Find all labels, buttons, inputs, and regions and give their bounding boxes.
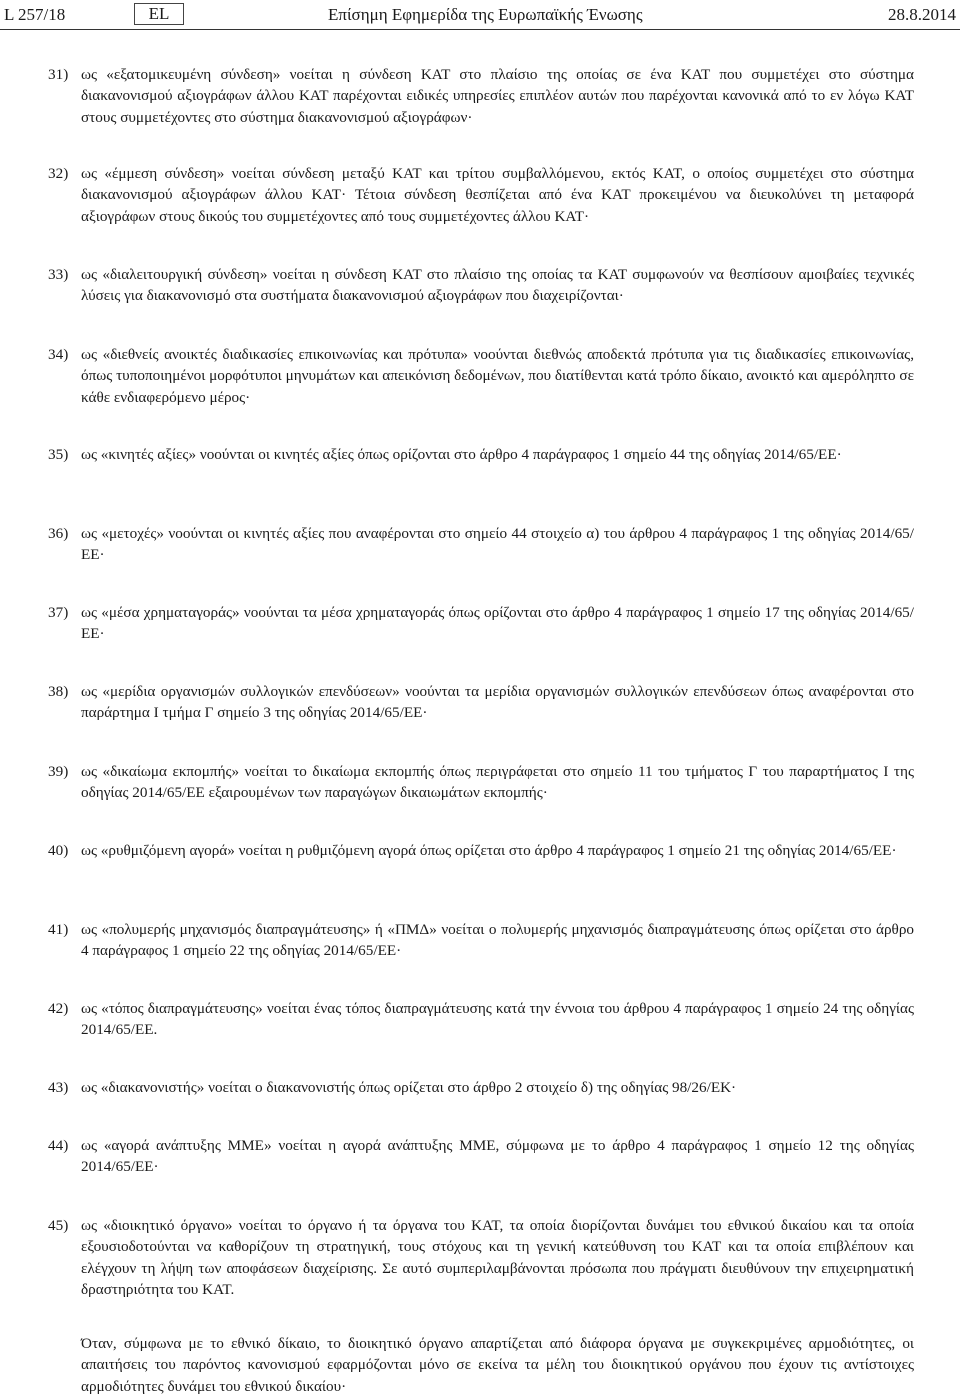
definition-33	[48, 264, 914, 307]
definition-text: ως «εξατομικευμένη σύνδεση» νοείται η σύνδεση ΚΑΤ στο πλαίσιο της οποίας σε ένα ΚΑΤ που συμμετέχει στο σύστημα διακανονισμού αξιογράφων άλλου ΚΑΤ παρέχονται ειδικές υπηρεσίες επιπλέον αυτών που παρέχονται κανονικά από το εν λόγω ΚΑΤ στους συμμετέχοντες στο σύστημα διακανονισμού αξιογράφων·	[81, 66, 914, 126]
definition-number: 36)	[48, 525, 69, 542]
definition-43	[48, 1077, 914, 1098]
language-code-box: EL	[134, 3, 184, 25]
definition-42	[48, 998, 914, 1041]
definition-number: 40)	[48, 842, 69, 859]
closing-paragraph: Όταν, σύμφωνα με το εθνικό δίκαιο, το διοικητικό όργανο απαρτίζεται από διάφορα όργανα με συγκεκριμένες αρμοδιότητες, οι απαιτήσεις του παρόντος κανονισμού εφαρμόζονται μόνο σε εκείνα τα μέλη του διοικητικού οργάνου που έχουν τις αντίστοιχες αρμοδιότητες δυνάμει του εθνικού δικαίου·	[81, 1335, 914, 1395]
definition-text: ως «ρυθμιζόμενη αγορά» νοείται η ρυθμιζόμενη αγορά όπως ορίζεται στο άρθρο 4 παράγραφος 1 σημείο 21 της οδηγίας 2014/65/ΕΕ·	[81, 842, 897, 859]
definition-text: ως «διεθνείς ανοικτές διαδικασίες επικοινωνίας και πρότυπα» νοούνται διεθνώς αποδεκτά πρότυπα για τις διαδικασίες επικοινωνίας, όπως τυποποιημένοι μορφότυποι μηνυμάτων και απεικόνιση δεδομένων, που διατίθενται κατά τρόπο δίκαιο, ανοικτό και αμερόληπτο σε κάθε ενδιαφερόμενο μέρος·	[81, 346, 914, 406]
definition-32	[48, 163, 914, 227]
definition-number: 32)	[48, 165, 69, 182]
definition-38	[48, 681, 914, 724]
definition-text: ως «διαλειτουργική σύνδεση» νοείται η σύνδεση ΚΑΤ στο πλαίσιο της οποίας τα ΚΑΤ συμφωνούν να θεσπίσουν αμοιβαίες τεχνικές λύσεις για διακανονισμό στα συστήματα διακανονισμού αξιογράφων που διαχειρίζονται·	[81, 266, 914, 305]
definition-text: ως «πολυμερής μηχανισμός διαπραγμάτευσης» ή «ΠΜΔ» νοείται ο πολυμερής μηχανισμός διαπραγμάτευσης όπως ορίζεται στο άρθρο 4 παράγραφος 1 σημείο 22 της οδηγίας 2014/65/ΕΕ·	[81, 921, 914, 960]
definition-text: ως «τόπος διαπραγμάτευσης» νοείται ένας τόπος διαπραγμάτευσης κατά την έννοια του άρθρου 4 παράγραφος 1 σημείο 24 της οδηγίας 2014/65/ΕΕ.	[81, 1000, 914, 1039]
definition-number: 43)	[48, 1079, 69, 1096]
definition-text: ως «μέσα χρηματαγοράς» νοούνται τα μέσα χρηματαγοράς όπως ορίζονται στο άρθρο 4 παράγραφος 1 σημείο 17 της οδηγίας 2014/65/ΕΕ·	[81, 604, 914, 643]
definition-35	[48, 444, 914, 465]
definition-number: 38)	[48, 683, 69, 700]
definition-text: ως «έμμεση σύνδεση» νοείται σύνδεση μεταξύ ΚΑΤ και τρίτου συμβαλλόμενου, εκτός ΚΑΤ, ο οποίος συμμετέχει στο σύστημα διακανονισμού αξιογράφων άλλου ΚΑΤ· Τέτοια σύνδεση θεσπίζεται από ένα ΚΑΤ προκειμένου να διευκολύνει τη μεταφορά αξιογράφων στους δικούς του συμμετέχοντες από τους συμμετέχοντες άλλου ΚΑΤ·	[81, 165, 914, 225]
definition-number: 37)	[48, 604, 69, 621]
definition-text: ως «κινητές αξίες» νοούνται οι κινητές αξίες όπως ορίζονται στο άρθρο 4 παράγραφος 1 σημείο 44 της οδηγίας 2014/65/ΕΕ·	[81, 446, 842, 463]
definition-37	[48, 602, 914, 645]
definition-39	[48, 761, 914, 804]
definition-number: 34)	[48, 346, 69, 363]
definition-text: ως «μετοχές» νοούνται οι κινητές αξίες που αναφέρονται στο σημείο 44 στοιχείο α) του άρθρου 4 παράγραφος 1 της οδηγίας 2014/65/ΕΕ·	[81, 525, 914, 564]
definition-31	[48, 64, 914, 128]
definition-text: ως «αγορά ανάπτυξης ΜΜΕ» νοείται η αγορά ανάπτυξης ΜΜΕ, σύμφωνα με το άρθρο 4 παράγραφος 1 σημείο 12 της οδηγίας 2014/65/ΕΕ·	[81, 1137, 914, 1176]
page-header	[0, 0, 960, 32]
definition-36	[48, 523, 914, 566]
publication-date: 28.8.2014	[888, 5, 956, 24]
definition-text: ως «διοικητικό όργανο» νοείται το όργανο ή τα όργανα του ΚΑΤ, τα οποία διορίζονται δυνάμει του εθνικού δικαίου και τα οποία εξουσιοδοτούνται να καθορίζουν τη στρατηγική, τους στόχους και τη γενική κατεύθυνση του ΚΑΤ και τα οποία επιβλέπουν και ελέγχουν τη λήψη των αποφάσεων διαχείρισης. Σε αυτό συμπεριλαμβάνονται πρόσωπα που πράγματι διευθύνουν την επιχειρηματική δραστηριότητα του ΚΑΤ.	[81, 1217, 914, 1298]
definition-44	[48, 1135, 914, 1178]
definition-number: 42)	[48, 1000, 69, 1017]
definition-number: 39)	[48, 763, 69, 780]
definition-number: 31)	[48, 66, 69, 83]
definition-41	[48, 919, 914, 962]
definition-number: 45)	[48, 1217, 69, 1234]
definition-34	[48, 344, 914, 408]
definition-number: 33)	[48, 266, 69, 283]
definition-text: ως «διακανονιστής» νοείται ο διακανονιστής όπως ορίζεται στο άρθρο 2 στοιχείο δ) της οδηγίας 98/26/ΕΚ·	[81, 1079, 737, 1096]
journal-title: Επίσημη Εφημερίδα της Ευρωπαϊκής Ένωσης	[328, 5, 643, 24]
definition-number: 44)	[48, 1137, 69, 1154]
definition-number: 35)	[48, 446, 69, 463]
definition-number: 41)	[48, 921, 69, 938]
page-number: L 257/18	[4, 5, 66, 24]
definition-text: ως «μερίδια οργανισμών συλλογικών επενδύσεων» νοούνται τα μερίδια οργανισμών συλλογικών επενδύσεων όπως αναφέρονται στο παράρτημα Ι τμήμα Γ σημείο 3 της οδηγίας 2014/65/ΕΕ·	[81, 683, 914, 722]
definition-45	[48, 1215, 914, 1300]
header-rule	[0, 29, 960, 30]
definition-text: ως «δικαίωμα εκπομπής» νοείται το δικαίωμα εκπομπής όπως περιγράφεται στο σημείο 11 του τμήματος Γ του παραρτήματος Ι της οδηγίας 2014/65/ΕΕ εξαιρουμένων των παραγώγων δικαιωμάτων εκπομπής·	[81, 763, 914, 802]
definition-40	[48, 840, 914, 861]
